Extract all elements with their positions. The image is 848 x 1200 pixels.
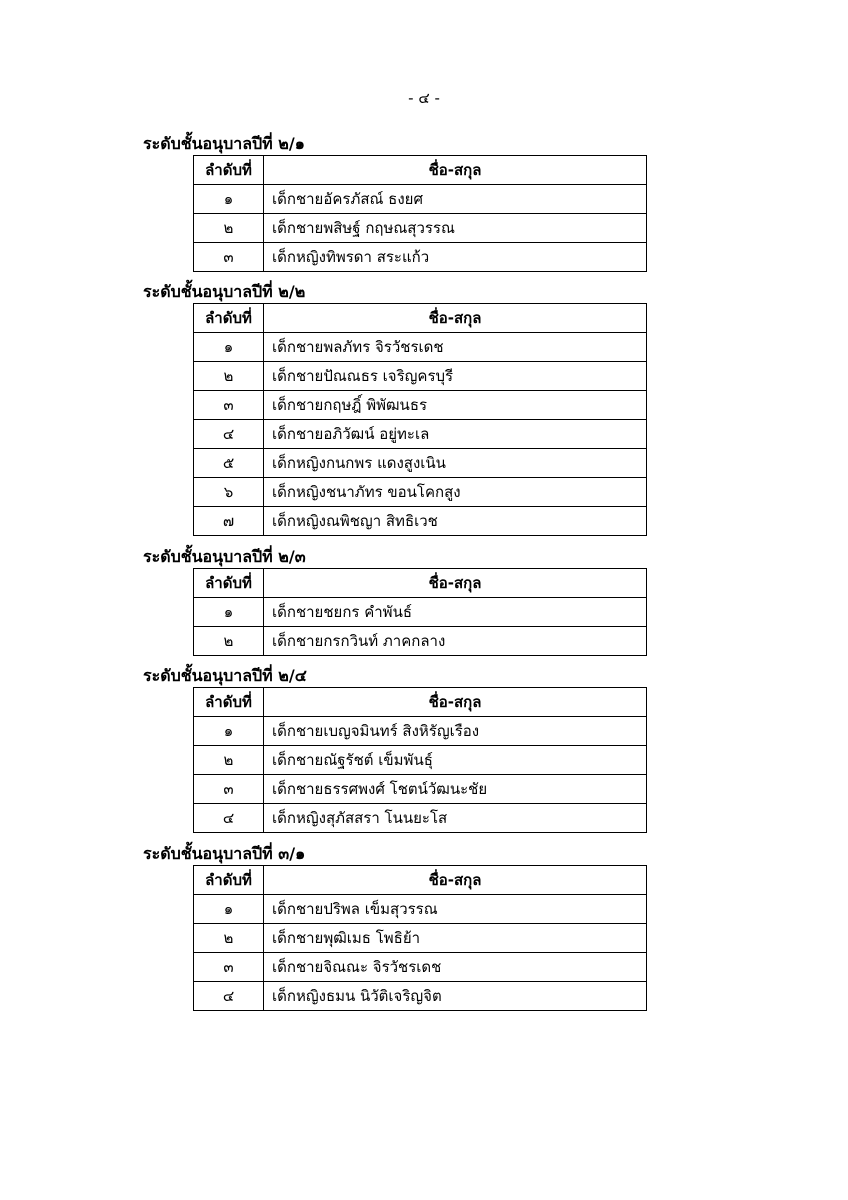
table-row <box>194 982 647 1011</box>
row-number: ๖ <box>194 478 264 507</box>
table-row <box>194 627 647 656</box>
row-number: ๒ <box>194 627 264 656</box>
student-name: เด็กชายพุฒิเมธ โพธิย้า <box>264 924 647 953</box>
row-number: ๔ <box>194 982 264 1011</box>
header-row <box>194 156 647 185</box>
table-row <box>194 775 647 804</box>
row-number: ๓ <box>194 243 264 272</box>
table-row <box>194 391 647 420</box>
student-name: เด็กหญิงทิพรดา สระแก้ว <box>264 243 647 272</box>
row-number: ๒ <box>194 924 264 953</box>
roster-table <box>193 687 647 833</box>
header-row <box>194 866 647 895</box>
student-name: เด็กชายเบญจมินทร์ สิงหิรัญเรือง <box>264 717 647 746</box>
row-number: ๑ <box>194 598 264 627</box>
table-row <box>194 953 647 982</box>
student-name: เด็กชายณัฐรัชต์ เข็มพันธุ์ <box>264 746 647 775</box>
column-header-name: ชื่อ-สกุล <box>264 688 647 717</box>
student-name: เด็กชายพลภัทร จิรวัชรเดช <box>264 333 647 362</box>
row-number: ๒ <box>194 746 264 775</box>
header-row <box>194 569 647 598</box>
section-title: ระดับชั้นอนุบาลปีที่ ๒/๔ <box>143 666 307 685</box>
column-header-name: ชื่อ-สกุล <box>264 304 647 333</box>
row-number: ๕ <box>194 449 264 478</box>
student-name: เด็กหญิงสุภัสสรา โนนยะโส <box>264 804 647 833</box>
roster-table <box>193 568 647 656</box>
student-name: เด็กชายกรกวินท์ ภาคกลาง <box>264 627 647 656</box>
student-name: เด็กชายชยกร คำพันธ์ <box>264 598 647 627</box>
student-name: เด็กหญิงณพิชญา สิทธิเวช <box>264 507 647 536</box>
section-title: ระดับชั้นอนุบาลปีที่ ๒/๒ <box>143 282 306 301</box>
table-row <box>194 804 647 833</box>
column-header-name: ชื่อ-สกุล <box>264 569 647 598</box>
column-header-no: ลำดับที่ <box>194 156 264 185</box>
table-row <box>194 214 647 243</box>
table-row <box>194 362 647 391</box>
student-name: เด็กชายพสิษฐ์ กฤษณสุวรรณ <box>264 214 647 243</box>
table-row <box>194 507 647 536</box>
row-number: ๓ <box>194 953 264 982</box>
row-number: ๑ <box>194 185 264 214</box>
column-header-name: ชื่อ-สกุล <box>264 156 647 185</box>
column-header-no: ลำดับที่ <box>194 688 264 717</box>
student-name: เด็กหญิงกนกพร แดงสูงเนิน <box>264 449 647 478</box>
row-number: ๗ <box>194 507 264 536</box>
section-title: ระดับชั้นอนุบาลปีที่ ๓/๑ <box>143 844 306 863</box>
column-header-no: ลำดับที่ <box>194 569 264 598</box>
header-row <box>194 304 647 333</box>
column-header-name: ชื่อ-สกุล <box>264 866 647 895</box>
page-number: - ๔ - <box>408 89 440 107</box>
row-number: ๒ <box>194 362 264 391</box>
student-name: เด็กชายธรรศพงศ์ โชตน์วัฒนะชัย <box>264 775 647 804</box>
student-name: เด็กชายอัครภัสณ์ ธงยศ <box>264 185 647 214</box>
table-row <box>194 717 647 746</box>
row-number: ๔ <box>194 420 264 449</box>
student-name: เด็กหญิงชนาภัทร ขอนโคกสูง <box>264 478 647 507</box>
column-header-no: ลำดับที่ <box>194 304 264 333</box>
column-header-no: ลำดับที่ <box>194 866 264 895</box>
roster-table <box>193 155 647 272</box>
student-name: เด็กชายอภิวัฒน์ อยู่ทะเล <box>264 420 647 449</box>
row-number: ๔ <box>194 804 264 833</box>
student-name: เด็กชายปริพล เข็มสุวรรณ <box>264 895 647 924</box>
roster-table <box>193 865 647 1011</box>
roster-table <box>193 303 647 536</box>
table-row <box>194 746 647 775</box>
student-name: เด็กชายจิณณะ จิรวัชรเดช <box>264 953 647 982</box>
row-number: ๓ <box>194 775 264 804</box>
row-number: ๑ <box>194 895 264 924</box>
row-number: ๑ <box>194 717 264 746</box>
section-title: ระดับชั้นอนุบาลปีที่ ๒/๑ <box>143 134 305 153</box>
table-row <box>194 924 647 953</box>
table-row <box>194 420 647 449</box>
table-row <box>194 243 647 272</box>
section-title: ระดับชั้นอนุบาลปีที่ ๒/๓ <box>143 547 306 566</box>
table-row <box>194 449 647 478</box>
table-row <box>194 895 647 924</box>
student-name: เด็กชายปัณณธร เจริญครบุรี <box>264 362 647 391</box>
row-number: ๑ <box>194 333 264 362</box>
table-row <box>194 478 647 507</box>
student-name: เด็กหญิงธมน นิวัติเจริญจิต <box>264 982 647 1011</box>
table-row <box>194 185 647 214</box>
table-row <box>194 333 647 362</box>
row-number: ๒ <box>194 214 264 243</box>
row-number: ๓ <box>194 391 264 420</box>
student-name: เด็กชายกฤษฎิ์ พิพัฒนธร <box>264 391 647 420</box>
table-row <box>194 598 647 627</box>
header-row <box>194 688 647 717</box>
